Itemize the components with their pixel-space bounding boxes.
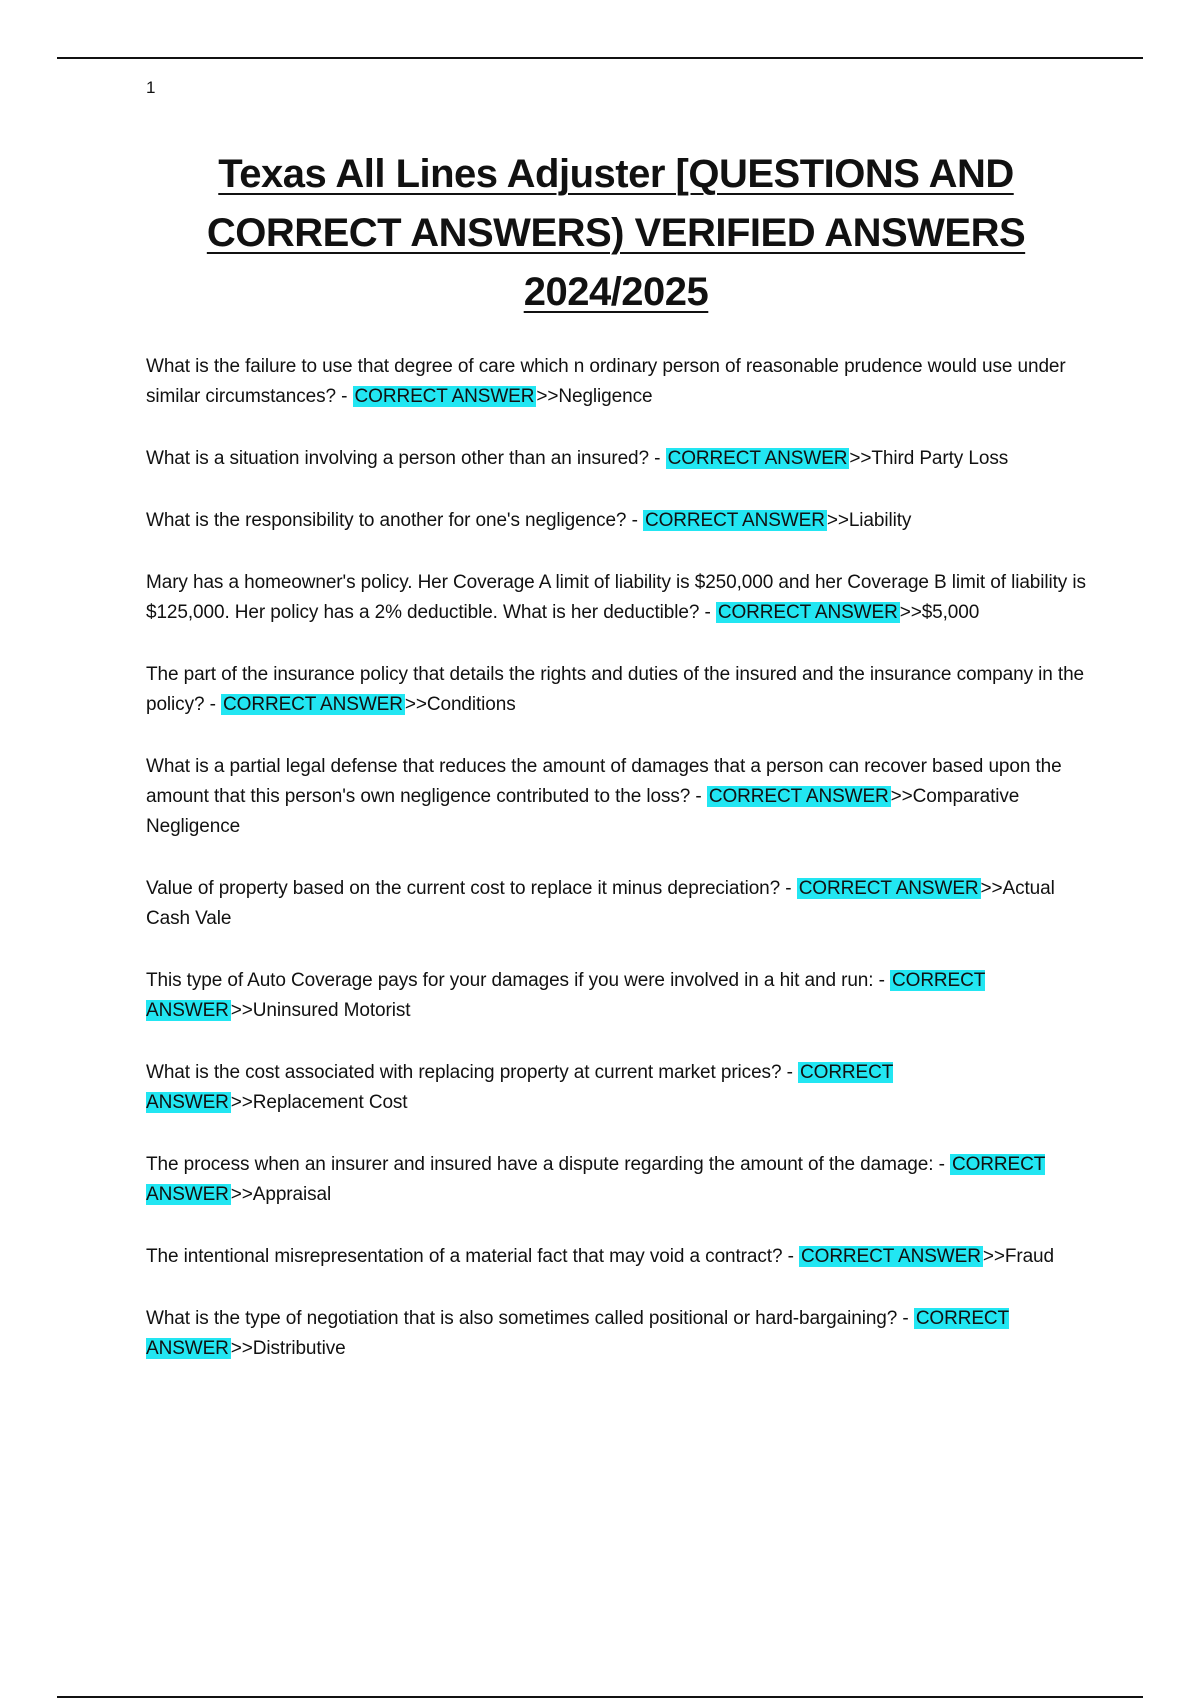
qa-list: [146, 352, 1096, 1396]
header-rule: [57, 57, 1143, 59]
question-text: Mary has a homeowner's policy. Her Coverage A limit of liability is $250,000 and her Coverage B limit of liability is $125,000. Her policy has a 2% deductible. What is her deductible? -: [146, 572, 1086, 623]
answer-text: >>Third Party Loss: [849, 448, 1009, 469]
answer-text: >>Appraisal: [230, 1184, 332, 1205]
page-number: 1: [146, 78, 156, 97]
answer-text: >>$5,000: [899, 602, 980, 623]
answer-text: >>Fraud: [982, 1246, 1054, 1267]
question-text: What is a partial legal defense that reduces the amount of damages that a person can recover based upon the amount that this person's own negligence contributed to the loss? -: [146, 756, 1062, 807]
question-text: What is the responsibility to another for one's negligence? -: [146, 510, 643, 531]
footer-rule: [57, 1696, 1143, 1698]
document-title-text: Texas All Lines Adjuster [QUESTIONS AND CORRECT ANSWERS) VERIFIED ANSWERS 2024/2025: [206, 152, 1026, 314]
correct-answer-label: CORRECT ANSWER: [798, 878, 979, 899]
correct-answer-label: CORRECT ANSWER: [146, 1308, 1010, 1359]
correct-answer-label: CORRECT ANSWER: [146, 1154, 1046, 1205]
correct-answer-label: CORRECT ANSWER: [667, 448, 848, 469]
qa-item: [146, 1304, 1096, 1364]
question-text: The intentional misrepresentation of a material fact that may void a contract? -: [146, 1246, 800, 1267]
qa-item: [146, 966, 1096, 1026]
answer-text: >>Conditions: [404, 694, 516, 715]
qa-item: [146, 1058, 1096, 1118]
question-text: The process when an insurer and insured have a dispute regarding the amount of the damage: -: [146, 1154, 950, 1175]
correct-answer-label: CORRECT ANSWER: [146, 970, 986, 1021]
answer-text: >>Replacement Cost: [230, 1092, 408, 1113]
question-text: This type of Auto Coverage pays for your damages if you were involved in a hit and run: -: [146, 970, 891, 991]
answer-text: >>Comparative Negligence: [146, 786, 1020, 837]
qa-item: [146, 660, 1096, 720]
question-text: The part of the insurance policy that details the rights and duties of the insured and the insurance company in the policy? -: [146, 664, 1085, 715]
correct-answer-label: CORRECT ANSWER: [801, 1246, 981, 1267]
answer-text: >>Actual Cash Vale: [146, 878, 1055, 929]
question-text: Value of property based on the current cost to replace it minus depreciation? -: [146, 878, 797, 899]
correct-answer-label: CORRECT ANSWER: [708, 786, 889, 807]
question-text: What is the cost associated with replacing property at current market prices? -: [146, 1062, 799, 1083]
answer-text: >>Uninsured Motorist: [230, 1000, 411, 1021]
qa-item: [146, 568, 1096, 628]
correct-answer-label: CORRECT ANSWER: [223, 694, 403, 715]
qa-item: [146, 1150, 1096, 1210]
correct-answer-label: CORRECT ANSWER: [354, 386, 535, 407]
correct-answer-label: CORRECT ANSWER: [645, 510, 825, 531]
qa-item: [146, 444, 1096, 474]
question-text: What is the failure to use that degree of care which n ordinary person of reasonable prudence would use under similar circumstances? -: [146, 356, 1066, 407]
answer-text: >>Liability: [826, 510, 912, 531]
qa-item: [146, 752, 1096, 842]
correct-answer-label: CORRECT ANSWER: [717, 602, 898, 623]
answer-text: >>Distributive: [230, 1338, 346, 1359]
qa-item: [146, 506, 1096, 536]
qa-item: [146, 1242, 1096, 1272]
document-title: [146, 145, 1086, 322]
qa-item: [146, 874, 1096, 934]
answer-text: >>Negligence: [536, 386, 653, 407]
correct-answer-label: CORRECT ANSWER: [146, 1062, 894, 1113]
qa-item: [146, 352, 1096, 412]
question-text: What is the type of negotiation that is also sometimes called positional or hard-bargaining? -: [146, 1308, 914, 1329]
question-text: What is a situation involving a person other than an insured? -: [146, 448, 666, 469]
